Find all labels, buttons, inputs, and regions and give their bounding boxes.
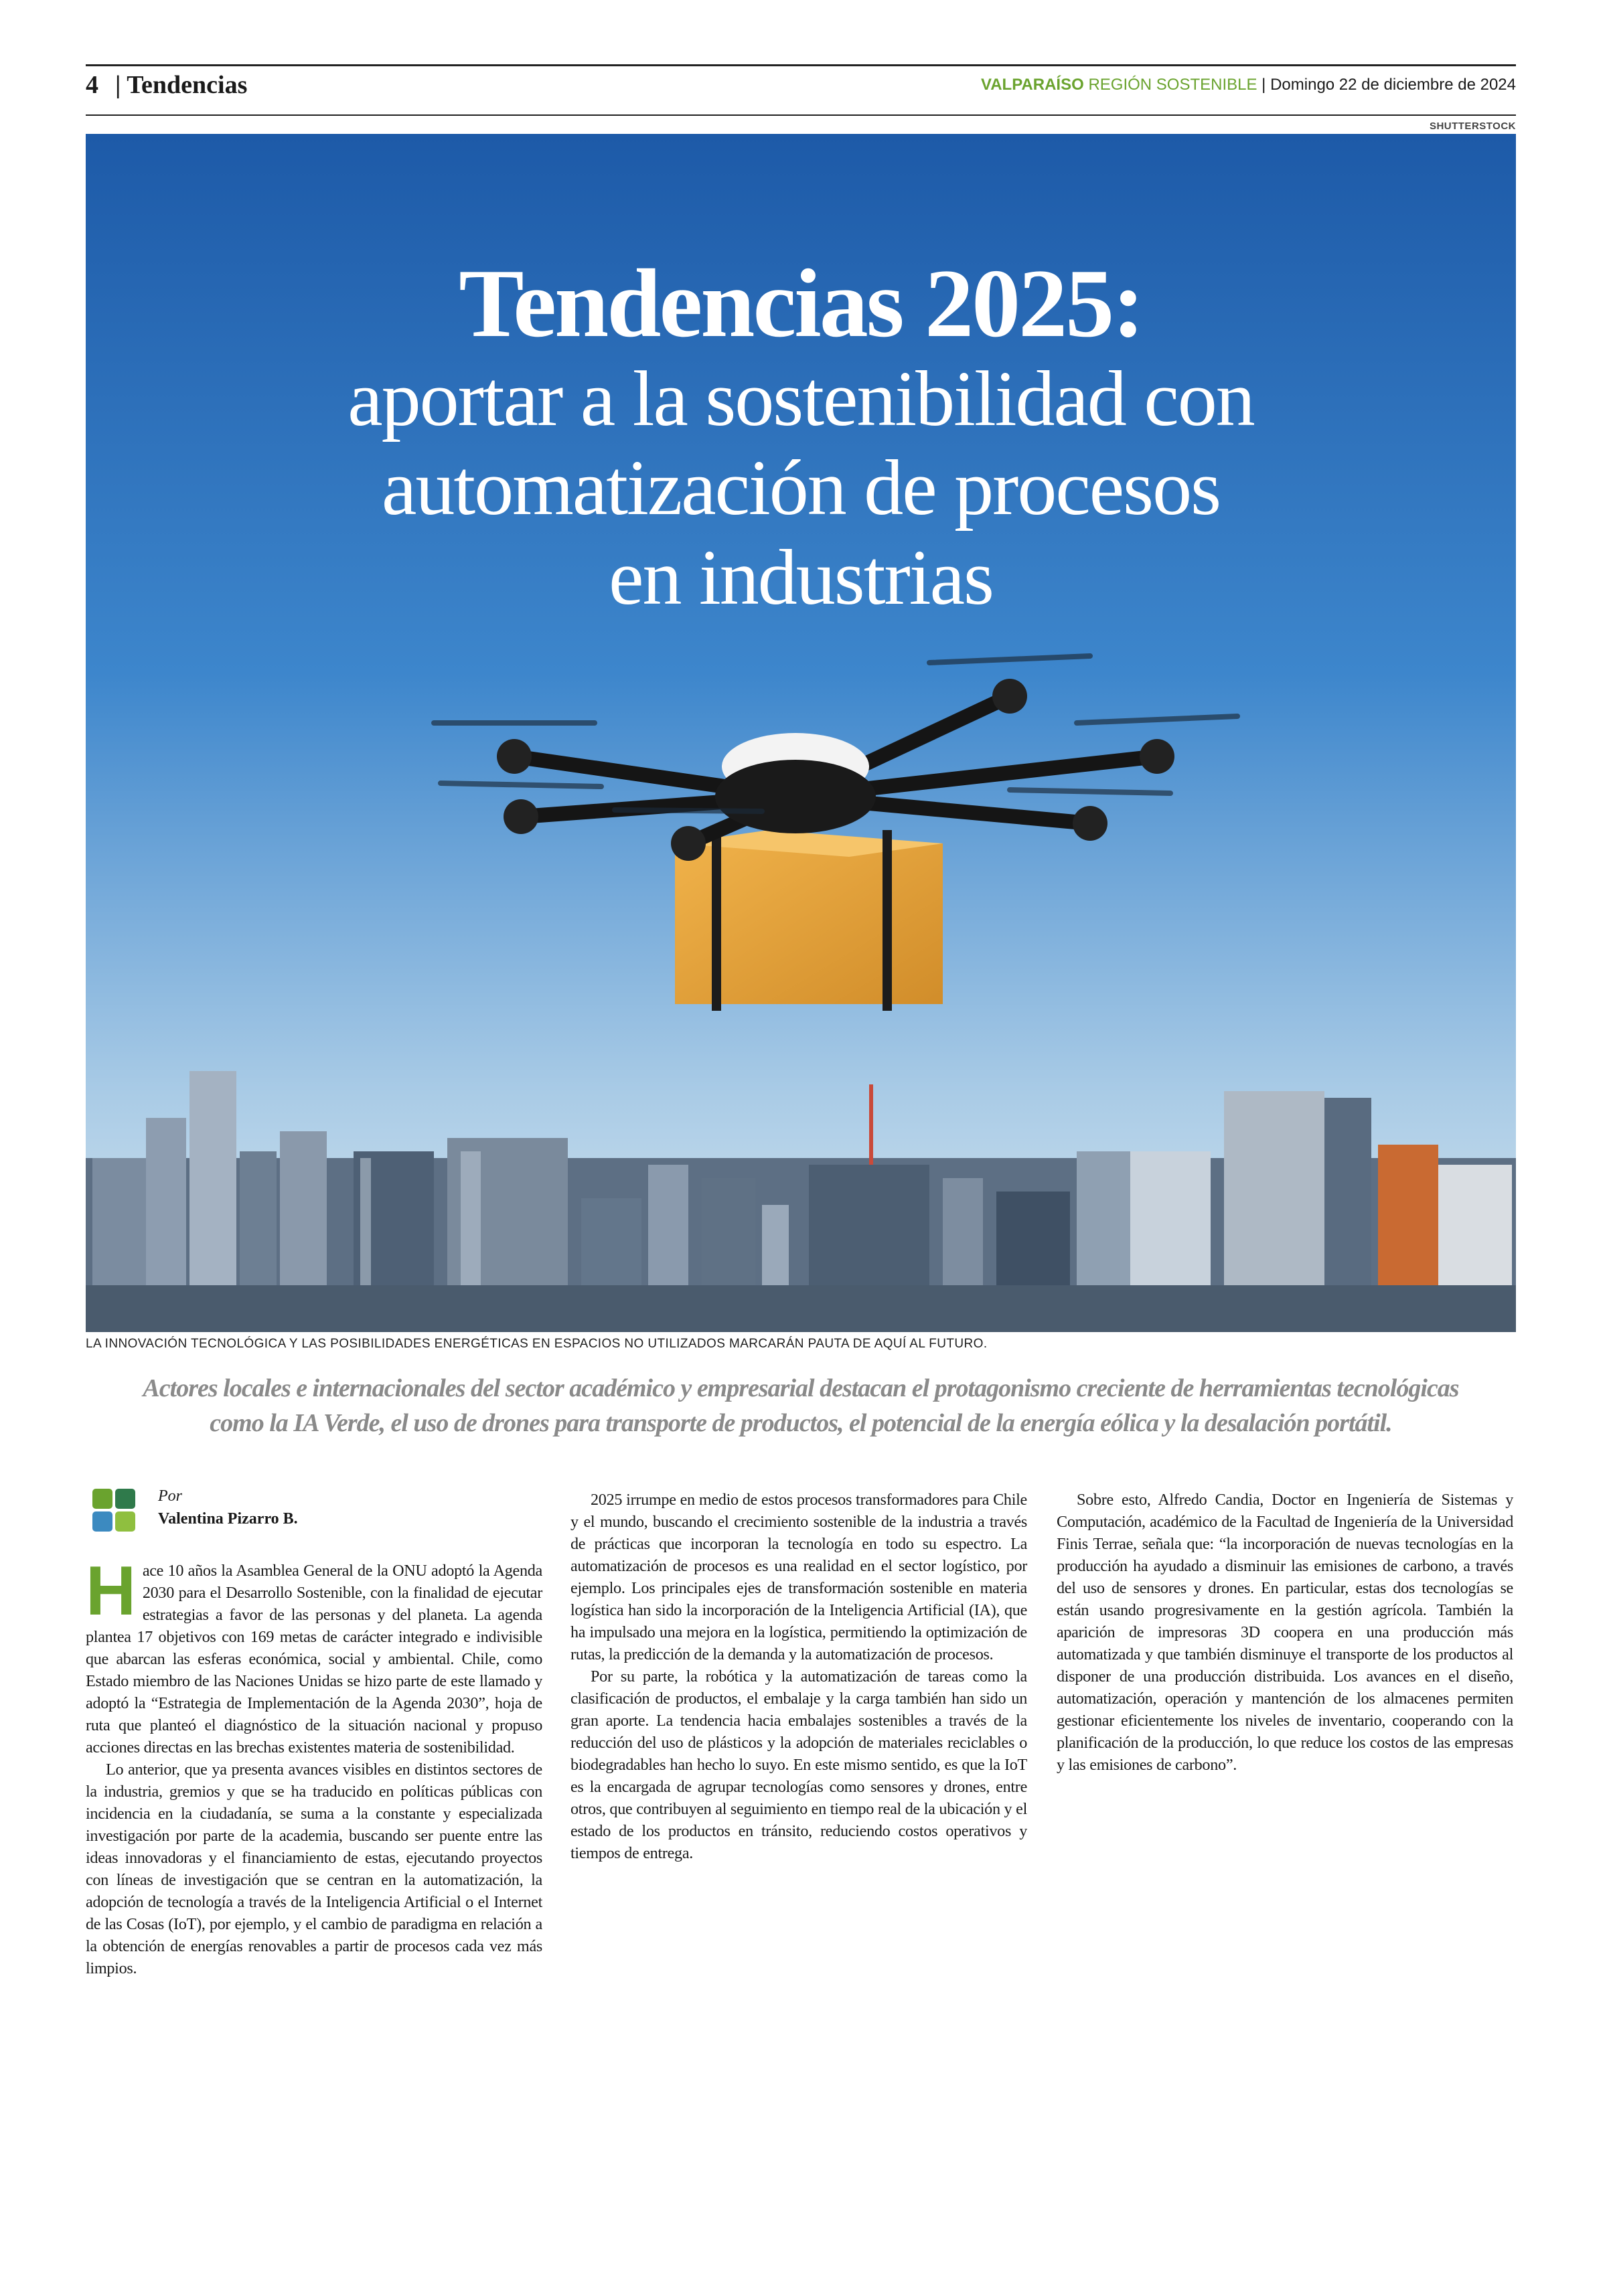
sustainability-icon: [92, 1489, 112, 1509]
headline-sub-1: aportar a la sostenibilidad con: [348, 355, 1254, 442]
lede-line-2: como la IA Verde, el uso de drones para transporte de productos, el potencial de la energía eólica y la desalación portátil.: [210, 1409, 1392, 1437]
drop-cap: H: [86, 1552, 136, 1630]
publication-date: Domingo 22 de diciembre de 2024: [1270, 76, 1516, 94]
paragraph-2: Lo anterior, que ya presenta avances visibles en distintos sectores de la industria, gremios y que se ha traducido en políticas públicas con incidencia en la ciudadanía, se suma a la constante y especializada investigación por parte de la academia, buscando ser puente entre las ideas innovadoras y el financiamiento de estas, ejecutando proyectos con líneas de investigación que se centran en la automatización, la adopción de tecnología a través de la Inteligencia Artificial o el Internet de las Cosas (IoT), por ejemplo, y el cambio de paradigma en relación a la obtención de energías renovables a partir de procesos cada vez más limpios.: [86, 1760, 542, 1977]
photo-credit: SHUTTERSTOCK: [1429, 120, 1516, 132]
hero-photo: [86, 134, 1516, 1332]
headline-main: Tendencias 2025:: [459, 249, 1143, 357]
lede: [86, 1371, 1516, 1441]
leaf-icon: [115, 1489, 135, 1509]
article-column-2: [570, 1489, 1027, 1862]
headline-sub-3: en industrias: [609, 533, 993, 621]
headline: [86, 249, 1516, 621]
publication-region: REGIÓN SOSTENIBLE: [1088, 76, 1257, 94]
article-column-1: [86, 1552, 542, 1977]
byline: [91, 1487, 312, 1541]
byline-author: Valentina Pizarro B.: [158, 1510, 298, 1528]
water-icon: [92, 1511, 112, 1532]
page-number: 4: [86, 71, 98, 99]
article-column-3: [1057, 1489, 1513, 1885]
section-title: | Tendencias: [115, 71, 248, 99]
paragraph-1: Hace 10 años la Asamblea General de la ONU adoptó la Agenda 2030 para el Desarrollo Sostenible, con la finalidad de ejecutar estrategias a favor de las personas y del planeta. La agenda plantea 17 objetivos con 169 metas de carácter integrado e indivisible que abarcan las esferas económica, social y ambiental. Chile, como Estado miembro de las Naciones Unidas se hizo parte de este llamado y adoptó la “Estrategia de Implementación de la Agenda 2030”, hoja de ruta que planteó el diagnóstico de la situación nacional y propuso acciones directas en las brechas existentes materia de sostenibilidad.: [86, 1552, 542, 1756]
page-header: [86, 64, 1516, 116]
lede-line-1: Actores locales e internacionales del sector académico y empresarial destacan el protagonismo creciente de herramientas tecnológicas: [143, 1374, 1459, 1402]
photo-caption: LA INNOVACIÓN TECNOLÓGICA Y LAS POSIBILIDADES ENERGÉTICAS EN ESPACIOS NO UTILIZADOS MARCARÁN PAUTA DE AQUÍ AL FUTURO.: [86, 1337, 988, 1351]
publication-info: VALPARAÍSO REGIÓN SOSTENIBLE | Domingo 22 de diciembre de 2024: [980, 76, 1516, 94]
paragraph-4: Por su parte, la robótica y la automatización de tareas como la clasificación de productos, el embalaje y la carga también han sido un gran aporte. La tendencia hacia embalajes sostenibles a través de la reducción del uso de plásticos y la adopción de materiales reciclables o biodegradables han hecho lo suyo. En este mismo sentido, es que la IoT es la encargada de agrupar tecnologías como sensores y drones, entre otros, que contribuyen al seguimiento en tiempo real de la ubicación y el estado de los productos en tránsito, reduciendo costos operativos y tiempos de entrega.: [570, 1667, 1027, 1862]
publication-city: VALPARAÍSO: [980, 76, 1084, 94]
headline-sub-2: automatización de procesos: [381, 444, 1221, 532]
paragraph-3: 2025 irrumpe en medio de estos procesos transformadores para Chile y el mundo, buscando el crecimiento sostenible de la industria a través de prácticas que incorporan la tecnología en todo su espectro. La automatización de procesos es una realidad en el sector logístico, por ejemplo. Los principales ejes de transformación sostenible en materia logística han sido la incorporación de la Inteligencia Artificial (IA), que ha impulsado una mejora en la logística, permitiendo la optimización de rutas, la predicción de la demanda y la automatización de procesos.: [570, 1491, 1027, 1663]
plant-icon: [115, 1511, 135, 1532]
byline-por: Por: [158, 1487, 182, 1505]
paragraph-5: Sobre esto, Alfredo Candia, Doctor en Ingeniería de Sistemas y Computación, académico de la Facultad de Ingeniería de la Universidad Finis Terrae, señala que: “la incorporación de nuevas tecnologías en la producción ha ayudado a disminuir las emisiones de carbono, a través del uso de sensores y drones. En particular, estas dos tecnologías se están usando progresivamente en la gestión agrícola. También la aparición de impresoras 3D coopera en una producción más automatizada y que también disminuye el transporte de los productos al disponer de una producción distribuida. Los avances en el diseño, automatización, operación y mantención de los almacenes permiten gestionar eficientemente los niveles de inventario, cooperando con la planificación de la producción, lo que reduce los costos de las empresas y las emisiones de carbono”.: [1057, 1491, 1513, 1774]
